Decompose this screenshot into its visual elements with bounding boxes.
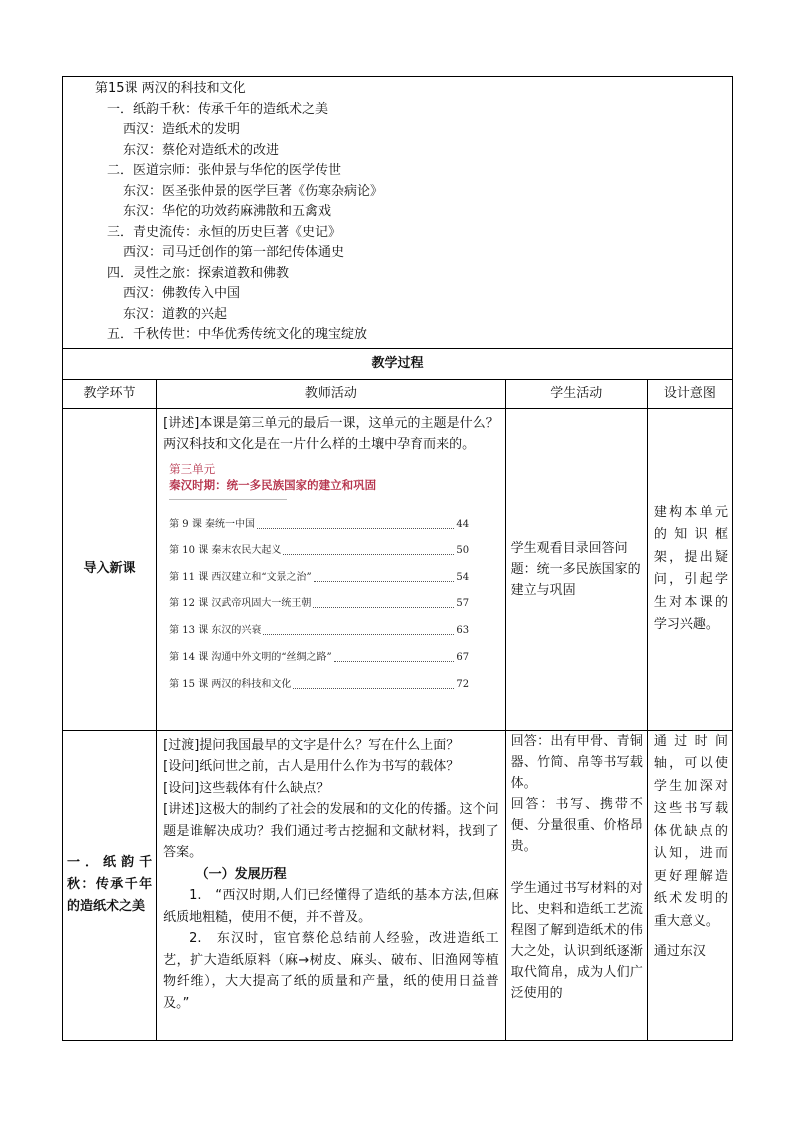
- student-activity-papermaking: [505, 730, 647, 1040]
- toc-entry: [169, 678, 469, 692]
- outline-line: 西汉：司马迁创作的第一部纪传体通史: [123, 245, 345, 260]
- row-papermaking: [63, 730, 733, 1040]
- toc-title: 第 14 课 沟通中外文明的“丝绸之路”: [169, 651, 332, 663]
- toc-title: 第 9 课 秦统一中国: [169, 518, 256, 530]
- toc-entry: [169, 624, 469, 638]
- student-s3: 学生通过书写材料的对比、史料和造纸工艺流程图了解到造纸术的伟大之处，认识到纸逐渐取代简帛，成为人们广泛使用的: [510, 880, 643, 1001]
- header-row: [63, 379, 733, 408]
- unit-label: 第三单元: [169, 461, 216, 476]
- teacher-p6: 2. 东汉时，宦官蔡伦总结前人经验，改进造纸工艺，扩大造纸原料（麻→树皮、麻头、破布、旧渔网等植物纤维），大大提高了纸的质量和产量，纸的使用日益普及。”: [163, 931, 499, 1011]
- intent-i1: 通过时间轴，可以使学生加深对这些书写载体优缺点的认知，进而更好理解造纸术发明的重大意义。: [653, 733, 728, 929]
- teacher-p2: [设问]纸问世之前，古人是用什么作为书写的载体？: [163, 759, 460, 774]
- teacher-p3: [设问]这些载体有什么缺点？: [163, 780, 330, 796]
- intent-i2: 通过东汉: [653, 944, 706, 959]
- outline-line: 第15课 两汉的科技和文化: [95, 81, 246, 96]
- toc-title: 第 13 课 东汉的兴衰: [169, 624, 262, 636]
- teacher-p5: 1. “西汉时期,人们已经懂得了造纸的基本方法,但麻纸质地粗糙，使用不便，并不普及。: [163, 888, 499, 925]
- outline-line: 二．医道宗师：张仲景与华佗的医学传世: [107, 163, 342, 178]
- toc-title: 第 11 课 西汉建立和“文景之治”: [169, 571, 312, 583]
- outline-row: [63, 77, 733, 349]
- student-s2: 回答：书写、携带不便、分量很重、价格昂贵。: [510, 796, 643, 854]
- header-student: 学生活动: [505, 379, 647, 408]
- toc-page: 67: [456, 651, 470, 663]
- toc-page: 50: [456, 544, 470, 556]
- toc-entry: [169, 571, 469, 585]
- toc-title: 第 15 课 两汉的科技和文化: [169, 678, 292, 690]
- teacher-text: [讲述]本课是第三单元的最后一课，这单元的主题是什么？两汉科技和文化是在一片什么样的土壤中孕育而来的。: [163, 415, 499, 452]
- stage-intro: 导入新课: [63, 408, 157, 730]
- outline-line: 四．灵性之旅：探索道教和佛教: [107, 265, 290, 281]
- header-stage: 教学环节: [63, 379, 157, 408]
- toc-page: 54: [456, 571, 470, 583]
- teacher-p1: [过渡]提问我国最早的文字是什么？写在什么上面？: [163, 737, 460, 753]
- process-title: 教学过程: [63, 348, 733, 379]
- toc-page: 44: [456, 518, 470, 530]
- toc-page: 72: [456, 678, 470, 690]
- outline-line: 东汉：道教的兴起: [123, 306, 228, 322]
- outline-line: 东汉：医圣张仲景的医学巨著《伤寒杂病论》: [123, 183, 384, 199]
- teacher-p4: [讲述]这极大的制约了社会的发展和的文化的传播。这个问题是谁解决成功？我们通过考古挖掘和文献材料，找到了答案。: [163, 802, 499, 860]
- teacher-subheading: （一）发展历程: [195, 866, 287, 882]
- toc-title: 第 12 课 汉武帝巩固大一统王朝: [169, 597, 312, 609]
- outline-line: 三．青史流传：永恒的历史巨著《史记》: [107, 224, 342, 240]
- outline-line: 五．千秋传世：中华优秀传统文化的瑰宝绽放: [107, 327, 368, 342]
- outline-line: 西汉：造纸术的发明: [123, 122, 241, 137]
- toc-entry: [169, 518, 469, 532]
- student-activity-intro: 学生观看目录回答问题：统一多民族国家的建立与巩固: [505, 408, 647, 730]
- board-outline: [63, 77, 733, 349]
- toc-title: 第 10 课 秦末农民大起义: [169, 544, 282, 556]
- toc-entry: [169, 651, 469, 665]
- toc-page: 57: [456, 597, 470, 609]
- outline-line: 一．纸韵千秋：传承千年的造纸术之美: [107, 101, 329, 117]
- outline-line: 东汉：蔡伦对造纸术的改进: [123, 142, 280, 158]
- intent-intro: 建构本单元的知识框架，提出疑问，引起学生对本课的学习兴趣。: [647, 408, 732, 730]
- teacher-activity-papermaking: [157, 730, 506, 1040]
- student-s1: 回答：出有甲骨、青铜器、竹简、帛等书写载体。: [510, 733, 643, 791]
- process-title-row: [63, 348, 733, 379]
- stage-papermaking: 一．纸韵千秋：传承千年的造纸术之美: [63, 730, 157, 1040]
- divider: [169, 499, 287, 500]
- toc-page: 63: [456, 624, 470, 636]
- outline-line: 东汉：华佗的功效药麻沸散和五禽戏: [123, 204, 332, 219]
- lesson-plan-table: [62, 76, 733, 1041]
- toc-entry: [169, 544, 469, 558]
- intent-papermaking: [647, 730, 732, 1040]
- header-teacher: 教师活动: [157, 379, 506, 408]
- row-intro: [63, 408, 733, 730]
- toc-entry: [169, 597, 469, 611]
- teacher-activity-intro: [157, 408, 506, 730]
- outline-line: 西汉：佛教传入中国: [123, 286, 241, 301]
- textbook-toc-image: [163, 462, 483, 694]
- unit-title: 秦汉时期：统一多民族国家的建立和巩固: [169, 477, 377, 492]
- header-intent: 设计意图: [647, 379, 732, 408]
